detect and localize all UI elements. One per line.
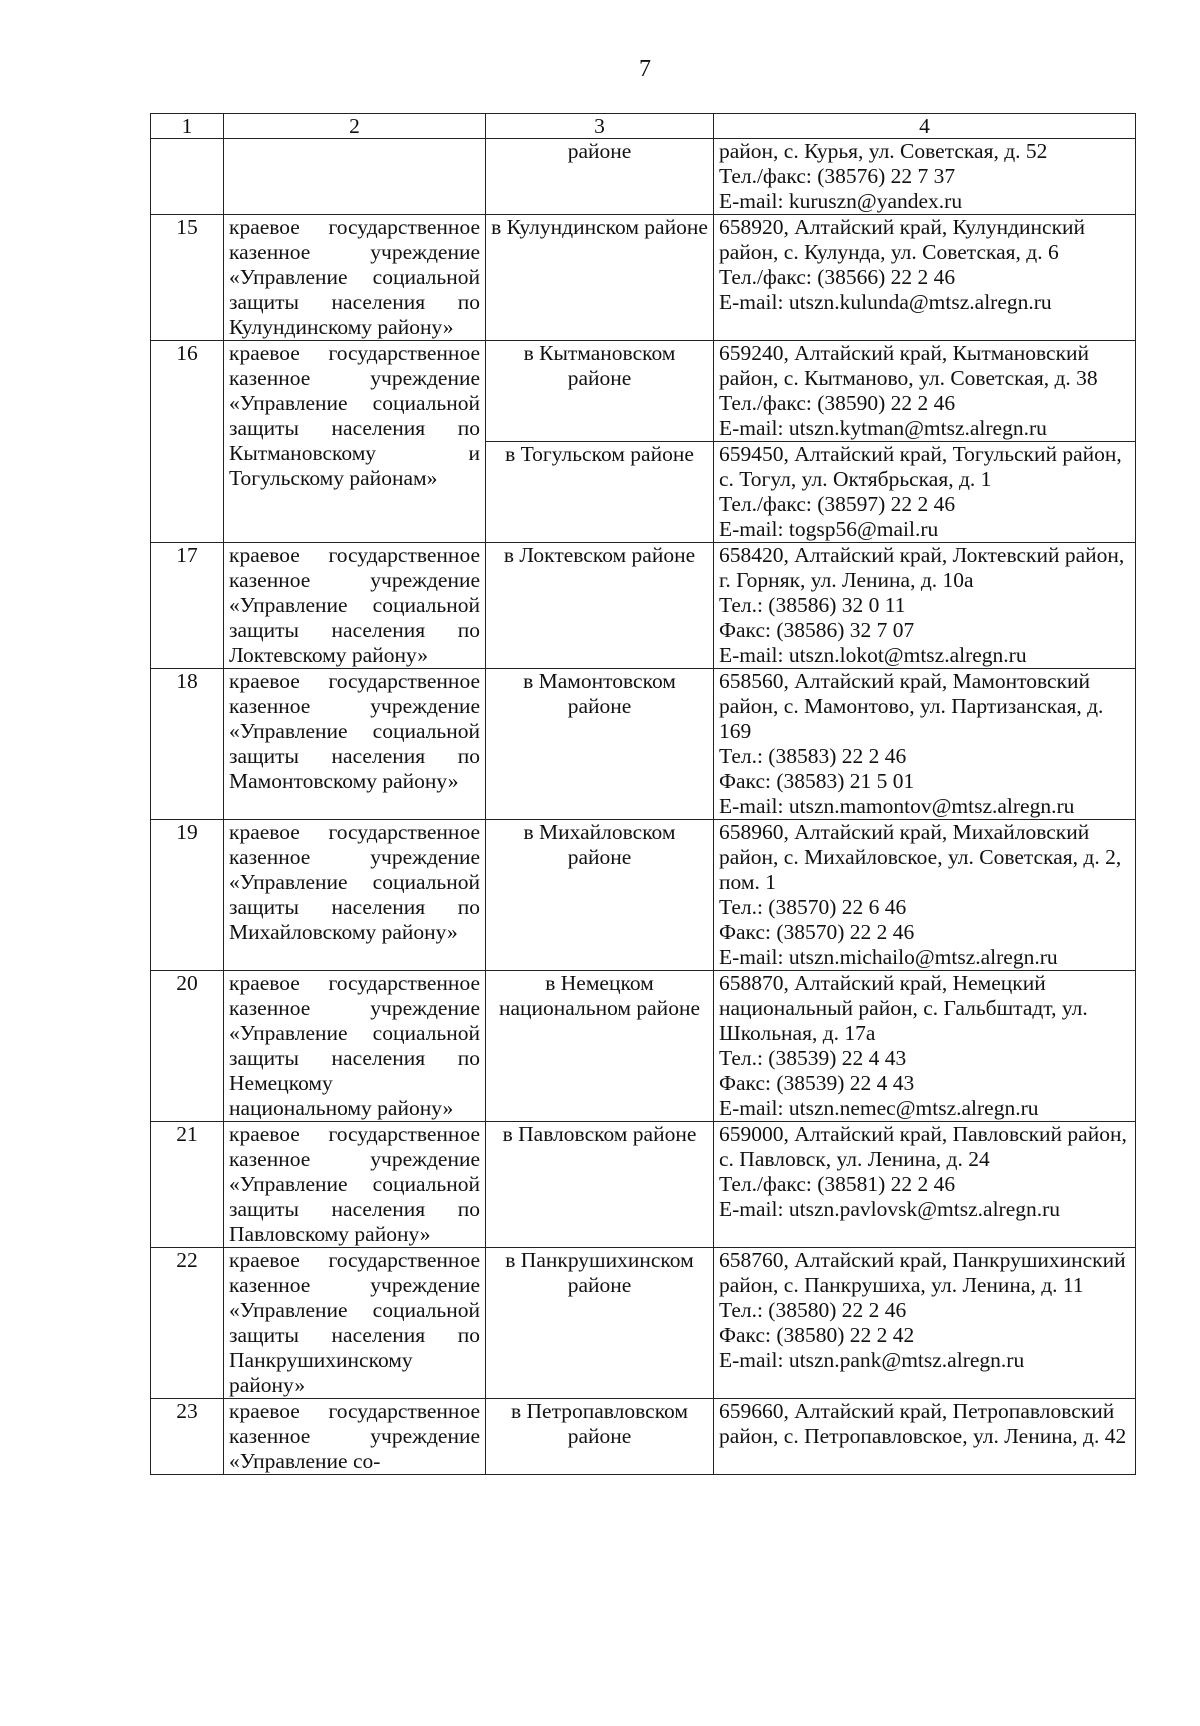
address-cell (714, 669, 1136, 820)
table-row (151, 1399, 1136, 1475)
org-cell: краевое государственное казенное учреждение «Управление со- (224, 1399, 486, 1475)
row-number-cell: 15 (151, 215, 224, 341)
location-cell: районе (486, 139, 714, 215)
table-header-row (151, 114, 1136, 139)
org-cell: краевое государственное казенное учреждение «Управление социальной защиты населения по Кулундинскому району» (224, 215, 486, 341)
table-row (151, 1122, 1136, 1248)
address-cell (714, 442, 1136, 543)
location-cell: в Михайловском районе (486, 820, 714, 971)
address-line: Тел.: (38570) 22 6 46 (719, 895, 907, 919)
location-cell: в Павловском районе (486, 1122, 714, 1248)
location-cell: в Немецком национальном районе (486, 971, 714, 1122)
address-line: Тел./факс: (38590) 22 2 46 (719, 391, 956, 415)
email-line: E-mail: kuruszn@yandex.ru (719, 189, 963, 213)
email-line: E-mail: utszn.pavlovsk@mtsz.alregn.ru (719, 1197, 1061, 1221)
org-cell: краевое государственное казенное учреждение «Управление социальной защиты населения по Кытмановскому и Тогульскому районам» (224, 341, 486, 543)
email-line: E-mail: utszn.lokot@mtsz.alregn.ru (719, 643, 1027, 667)
address-cell (714, 971, 1136, 1122)
address-line: 658420, Алтайский край, Локтевский район, г. Горняк, ул. Ленина, д. 10а (719, 543, 1125, 592)
org-cell: краевое государственное казенное учреждение «Управление социальной защиты населения по Немецкому национальному району» (224, 971, 486, 1122)
address-line: Тел./факс: (38576) 22 7 37 (719, 164, 956, 188)
location-cell: в Кулундинском районе (486, 215, 714, 341)
address-line: 658560, Алтайский край, Мамонтовский район, с. Мамонтово, ул. Партизанская, д. 169 (719, 669, 1104, 743)
location-cell: в Тогульском районе (486, 442, 714, 543)
address-line: Факс: (38580) 22 2 42 (719, 1323, 915, 1347)
email-line: E-mail: utszn.pank@mtsz.alregn.ru (719, 1348, 1025, 1372)
address-line: Тел.: (38583) 22 2 46 (719, 744, 907, 768)
column-header: 1 (151, 114, 224, 139)
address-cell (714, 1399, 1136, 1475)
row-number-cell: 17 (151, 543, 224, 669)
address-line: 658960, Алтайский край, Михайловский район, с. Михайловское, ул. Советская, д. 2, пом. 1 (719, 820, 1122, 894)
row-number-cell: 20 (151, 971, 224, 1122)
org-cell: краевое государственное казенное учреждение «Управление социальной защиты населения по Локтевскому району» (224, 543, 486, 669)
table-row (151, 820, 1136, 971)
address-cell (714, 1122, 1136, 1248)
location-cell: в Мамонтовском районе (486, 669, 714, 820)
location-cell: в Панкрушихинском районе (486, 1248, 714, 1399)
page-number: 7 (639, 56, 651, 82)
email-line: E-mail: togsp56@mail.ru (719, 517, 939, 541)
table-row (151, 971, 1136, 1122)
address-line: 658870, Алтайский край, Немецкий национальный район, с. Гальбштадт, ул. Школьная, д. 17а (719, 971, 1088, 1045)
address-cell (714, 1248, 1136, 1399)
address-line: Тел.: (38539) 22 4 43 (719, 1046, 907, 1070)
address-line: 658920, Алтайский край, Кулундинский район, с. Кулунда, ул. Советская, д. 6 (719, 215, 1086, 264)
address-cell (714, 139, 1136, 215)
row-number-cell (151, 139, 224, 215)
location-cell: в Локтевском районе (486, 543, 714, 669)
institutions-table (150, 113, 1136, 1475)
row-number-cell: 16 (151, 341, 224, 543)
org-cell: краевое государственное казенное учреждение «Управление социальной защиты населения по Панкрушихинскому району» (224, 1248, 486, 1399)
table-row (151, 215, 1136, 341)
location-cell: в Кытмановском районе (486, 341, 714, 442)
column-header: 3 (486, 114, 714, 139)
table-row (151, 139, 1136, 215)
column-header: 2 (224, 114, 486, 139)
org-cell: краевое государственное казенное учреждение «Управление социальной защиты населения по Мамонтовскому району» (224, 669, 486, 820)
column-header: 4 (714, 114, 1136, 139)
address-line: Факс: (38539) 22 4 43 (719, 1071, 915, 1095)
address-line: Факс: (38583) 21 5 01 (719, 769, 915, 793)
location-cell: в Петропавловском районе (486, 1399, 714, 1475)
email-line: E-mail: utszn.kulunda@mtsz.alregn.ru (719, 290, 1052, 314)
address-line: 658760, Алтайский край, Панкрушихинский район, с. Панкрушиха, ул. Ленина, д. 11 (719, 1248, 1126, 1297)
address-line: Тел./факс: (38566) 22 2 46 (719, 265, 956, 289)
row-number-cell: 23 (151, 1399, 224, 1475)
address-line: 659660, Алтайский край, Петропавловский район, с. Петропавловское, ул. Ленина, д. 42 (719, 1399, 1127, 1448)
address-cell (714, 341, 1136, 442)
address-cell (714, 820, 1136, 971)
address-line: район, с. Курья, ул. Советская, д. 52 (719, 139, 1048, 163)
table-row (151, 543, 1136, 669)
row-number-cell: 18 (151, 669, 224, 820)
address-line: Тел./факс: (38597) 22 2 46 (719, 492, 956, 516)
email-line: E-mail: utszn.michailo@mtsz.alregn.ru (719, 945, 1058, 969)
address-cell (714, 543, 1136, 669)
address-line: Факс: (38586) 32 7 07 (719, 618, 915, 642)
table-row (151, 1248, 1136, 1399)
org-cell: краевое государственное казенное учреждение «Управление социальной защиты населения по Павловскому району» (224, 1122, 486, 1248)
address-line: 659450, Алтайский край, Тогульский район, с. Тогул, ул. Октябрьская, д. 1 (719, 442, 1122, 491)
address-line: 659240, Алтайский край, Кытмановский район, с. Кытманово, ул. Советская, д. 38 (719, 341, 1098, 390)
org-cell: краевое государственное казенное учреждение «Управление социальной защиты населения по Михайловскому району» (224, 820, 486, 971)
email-line: E-mail: utszn.nemec@mtsz.alregn.ru (719, 1096, 1039, 1120)
address-line: 659000, Алтайский край, Павловский район, с. Павловск, ул. Ленина, д. 24 (719, 1122, 1127, 1171)
address-line: Тел.: (38580) 22 2 46 (719, 1298, 907, 1322)
table-row (151, 341, 1136, 442)
org-cell (224, 139, 486, 215)
address-line: Факс: (38570) 22 2 46 (719, 920, 915, 944)
address-line: Тел.: (38586) 32 0 11 (719, 593, 906, 617)
row-number-cell: 21 (151, 1122, 224, 1248)
email-line: E-mail: utszn.mamontov@mtsz.alregn.ru (719, 794, 1075, 818)
address-cell (714, 215, 1136, 341)
row-number-cell: 22 (151, 1248, 224, 1399)
table-row (151, 669, 1136, 820)
row-number-cell: 19 (151, 820, 224, 971)
address-line: Тел./факс: (38581) 22 2 46 (719, 1172, 956, 1196)
email-line: E-mail: utszn.kytman@mtsz.alregn.ru (719, 416, 1047, 440)
